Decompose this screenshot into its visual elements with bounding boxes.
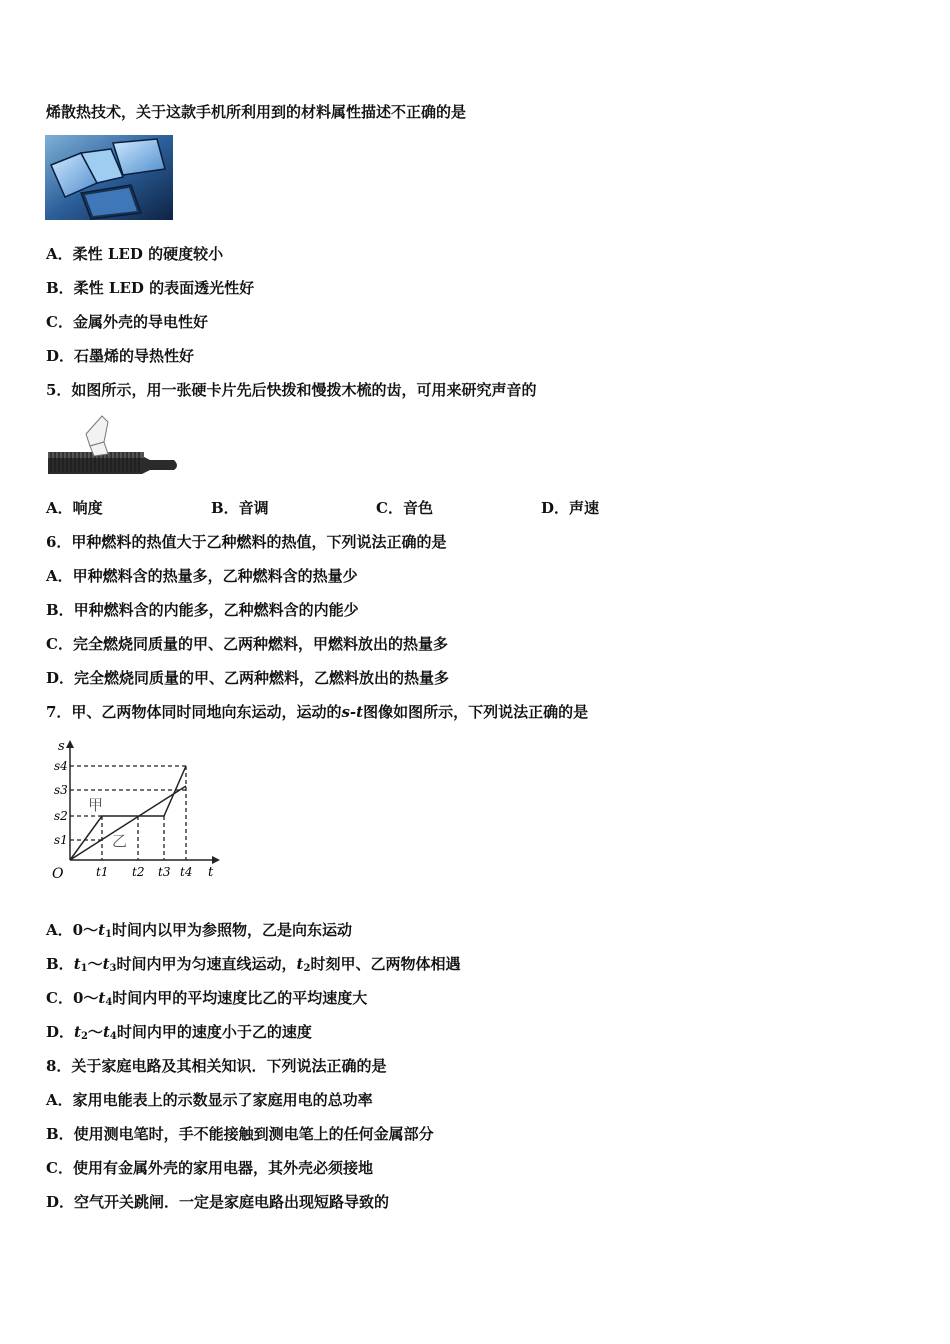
q4-option-d: D．石墨烯的导热性好 (46, 347, 195, 365)
intro-line: 烯散热技术，关于这款手机所利用到的材料属性描述不正确的是 (46, 103, 467, 121)
yi-label: 乙 (112, 832, 128, 850)
q6-stem: 6．甲种燃料的热值大于乙种燃料的热值，下列说法正确的是 (46, 533, 447, 551)
x-tick-t3: t3 (158, 865, 171, 879)
jia-label: 甲 (88, 796, 104, 814)
q4-option-c: C．金属外壳的导电性好 (46, 313, 208, 331)
q8-option-c: C．使用有金属外壳的家用电器，其外壳必须接地 (46, 1159, 373, 1177)
y-axis-label: s (58, 739, 65, 754)
x-axis-label: t (208, 865, 214, 880)
y-tick-s4: s4 (54, 759, 68, 773)
q6-option-b: B．甲种燃料含的内能多，乙种燃料含的内能少 (46, 601, 359, 619)
y-tick-s2: s2 (54, 809, 68, 823)
y-tick-s1: s1 (54, 833, 68, 847)
foldable-phone-image (45, 135, 173, 220)
comb-and-card-image (46, 412, 182, 478)
q5-option-c: C．音色 (376, 499, 433, 517)
st-graph (46, 736, 226, 886)
x-tick-t4: t4 (180, 865, 193, 879)
q7-option-c: C．$0\sim t_4$时间内甲的平均速度比乙的平均速度大 (46, 989, 368, 1008)
q7-option-b: B．$t_1\sim t_3$时间内甲为匀速直线运动，$t_2$时刻甲、乙两物体相遇 (46, 955, 461, 974)
q6-option-d: D．完全燃烧同质量的甲、乙两种燃料，乙燃料放出的热量多 (46, 669, 450, 687)
q4-option-a: A．柔性 LED 的硬度较小 (46, 245, 224, 263)
q4-option-b: B．柔性 LED 的表面透光性好 (46, 279, 255, 297)
q6-option-a: A．甲种燃料含的热量多，乙种燃料含的热量少 (46, 567, 358, 585)
q5-option-d: D．声速 (541, 499, 600, 517)
x-tick-t1: t1 (96, 865, 109, 879)
q5-option-a: A．响度 (46, 499, 103, 517)
y-tick-s3: s3 (54, 783, 68, 797)
q7-option-d: D．$t_2\sim t_4$时间内甲的速度小于乙的速度 (46, 1023, 312, 1042)
q8-option-d: D．空气开关跳闸．一定是家庭电路出现短路导致的 (46, 1193, 390, 1211)
q5-stem: 5．如图所示，用一张硬卡片先后快拨和慢拨木梳的齿，可用来研究声音的 (46, 381, 537, 399)
q7-stem: 7．甲、乙两物体同时同地向东运动，运动的s-t图像如图所示，下列说法正确的是 (46, 703, 589, 721)
q5-options (46, 498, 646, 518)
q6-option-c: C．完全燃烧同质量的甲、乙两种燃料，甲燃料放出的热量多 (46, 635, 448, 653)
q8-option-b: B．使用测电笔时，手不能接触到测电笔上的任何金属部分 (46, 1125, 434, 1143)
q7-option-a: A．$0\sim t_1$时间内以甲为参照物，乙是向东运动 (46, 921, 352, 940)
q5-option-b: B．音调 (211, 499, 269, 517)
q8-stem: 8．关于家庭电路及其相关知识．下列说法正确的是 (46, 1057, 387, 1075)
q8-option-a: A．家用电能表上的示数显示了家庭用电的总功率 (46, 1091, 373, 1109)
x-tick-t2: t2 (132, 865, 145, 879)
origin-label: O (52, 866, 64, 882)
